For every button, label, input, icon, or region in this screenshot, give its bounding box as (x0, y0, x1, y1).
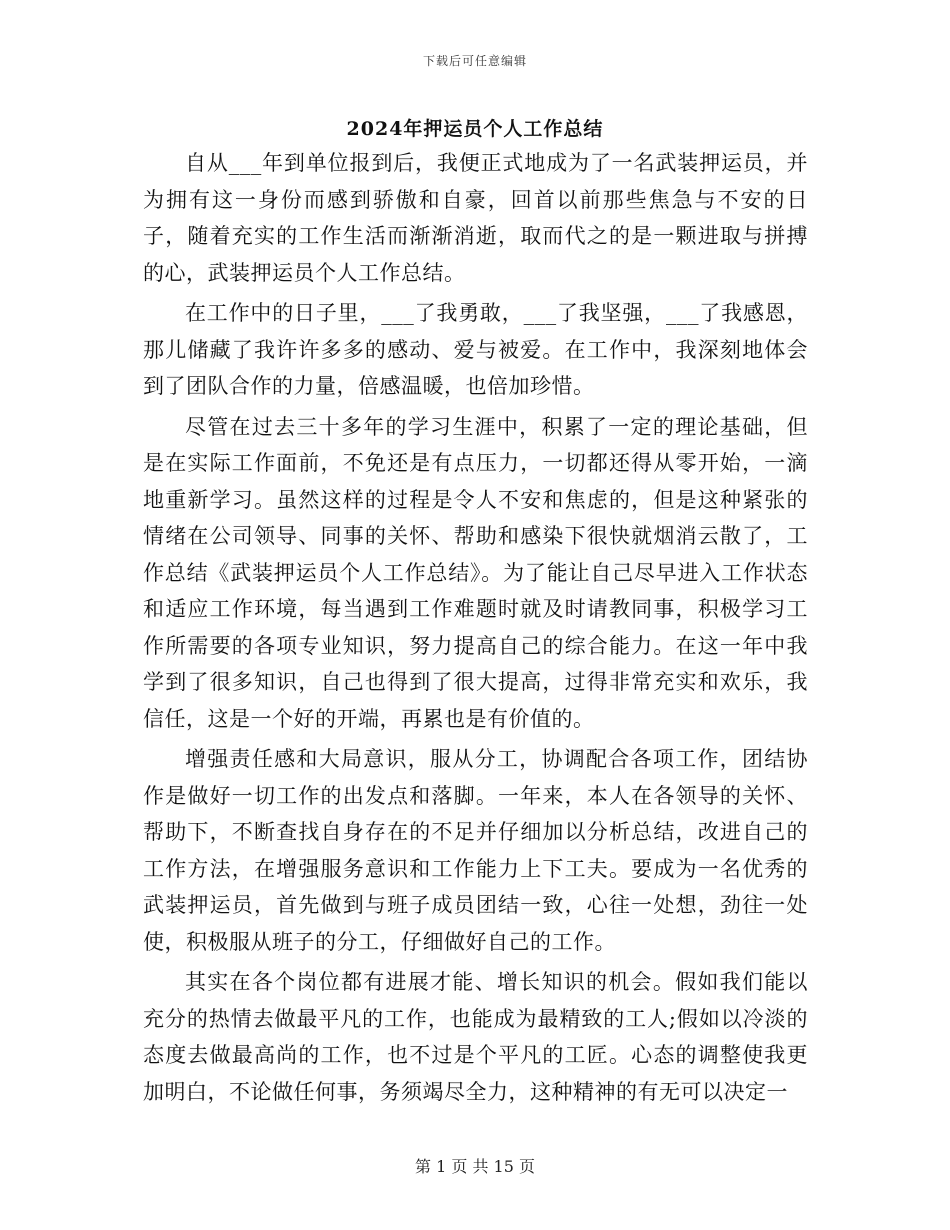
paragraph-1: 自从___年到单位报到后，我便正式地成为了一名武装押运员，并为拥有这一身份而感到骄傲和自豪，回首以前那些焦急与不安的日子，随着充实的工作生活而渐渐消逝，取而代之的是一颗进取与拼搏的心，武装押运员个人工作总结。 (143, 151, 808, 285)
paragraph-2: 在工作中的日子里，___了我勇敢，___了我坚强，___了我感恩，那儿储藏了我许许多多的感动、爱与被爱。在工作中，我深刻地体会到了团队合作的力量，倍感温暖，也倍加珍惜。 (143, 301, 808, 398)
paragraph-4: 增强责任感和大局意识，服从分工，协调配合各项工作，团结协作是做好一切工作的出发点和落脚。一年来，本人在各领导的关怀、帮助下，不断查找自身存在的不足并仔细加以分析总结，改进自己的工作方法，在增强服务意识和工作能力上下工夫。要成为一名优秀的武装押运员，首先做到与班子成员团结一致，心往一处想，劲往一处使，积极服从班子的分工，仔细做好自己的工作。 (143, 747, 808, 954)
document-body (143, 145, 808, 1110)
page-header-note: 下载后可任意编辑 (422, 54, 527, 68)
paragraph-5: 其实在各个岗位都有进展才能、增长知识的机会。假如我们能以充分的热情去做最平凡的工作，也能成为最精致的工人;假如以冷淡的态度去做最高尚的工作，也不过是个平凡的工匠。心态的调整使我更加明白，不论做任何事，务须竭尽全力，这种精神的有无可以决定一 (143, 970, 808, 1104)
paragraph-3: 尽管在过去三十多年的学习生涯中，积累了一定的理论基础，但是在实际工作面前，不免还是有点压力，一切都还得从零开始，一滴地重新学习。虽然这样的过程是令人不安和焦虑的，但是这种紧张的情绪在公司领导、同事的关怀、帮助和感染下很快就烟消云散了，工作总结《武装押运员个人工作总结》。为了能让自己尽早进入工作状态和适应工作环境，每当遇到工作难题时就及时请教同事，积极学习工作所需要的各项专业知识，努力提高自己的综合能力。在这一年中我学到了很多知识，自己也得到了很大提高，过得非常充实和欢乐，我信任，这是一个好的开端，再累也是有价值的。 (143, 414, 808, 731)
page-number: 第 1 页 共 15 页 (415, 1157, 535, 1176)
document-title: 2024年押运员个人工作总结 (346, 118, 604, 140)
